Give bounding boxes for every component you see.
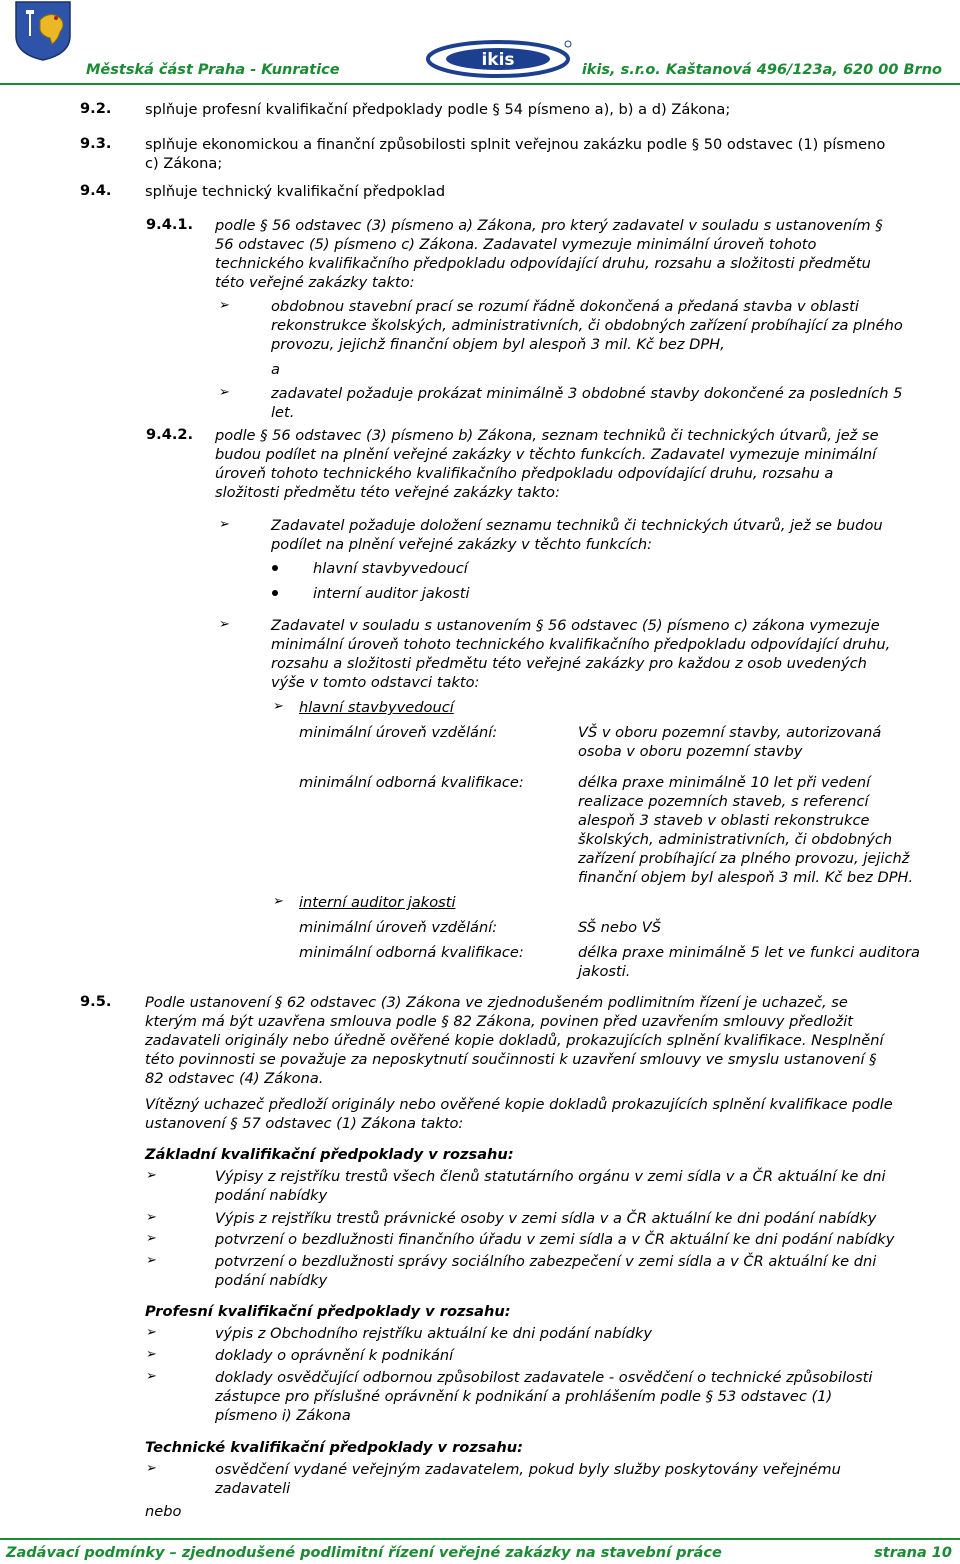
text-line: hlavní stavbyvedoucí bbox=[299, 699, 454, 716]
text-line: zadavatel požaduje prokázat minimálně 3 obdobné stavby dokončené za posledních 5 bbox=[271, 385, 903, 402]
arrow-bullet-icon: ➢ bbox=[146, 1168, 157, 1183]
text-line: nebo bbox=[145, 1503, 182, 1520]
text-line: Podle ustanovení § 62 odstavec (3) Zákona ve zjednodušeném podlimitním řízení je uchazeč, se bbox=[145, 994, 848, 1011]
arrow-bullet-icon: ➢ bbox=[219, 385, 230, 400]
text-line: minimální odborná kvalifikace: bbox=[299, 944, 524, 961]
coat-of-arms-icon bbox=[12, 0, 74, 62]
arrow-bullet-icon: ➢ bbox=[146, 1253, 157, 1268]
ikis-logo bbox=[424, 38, 574, 78]
text-line: obdobnou stavební prací se rozumí řádně dokončená a předaná stavba v oblasti bbox=[271, 298, 859, 315]
text-line: splňuje profesní kvalifikační předpoklady podle § 54 písmeno a), b) a d) Zákona; bbox=[145, 101, 731, 118]
text-line: podání nabídky bbox=[215, 1187, 328, 1204]
arrow-bullet-icon: ➢ bbox=[219, 517, 230, 532]
arrow-bullet-icon: ➢ bbox=[273, 894, 284, 909]
text-line: rekonstrukce školských, administrativních, či obdobných zařízení probíhající za plného bbox=[271, 317, 903, 334]
text-line: VŠ v oboru pozemní stavby, autorizovaná bbox=[578, 724, 882, 741]
text-line: budou podílet na plnění veřejné zakázky v těchto funkcích. Zadavatel vymezuje minimální bbox=[215, 446, 877, 463]
text-line: alespoň 3 staveb v oblasti rekonstrukce bbox=[578, 812, 870, 829]
text-line: písmeno i) Zákona bbox=[215, 1407, 351, 1424]
page-footer bbox=[0, 1538, 960, 1564]
section-number: 9.4. bbox=[80, 182, 112, 199]
text-line: ustanovení § 57 odstavec (1) Zákona takto: bbox=[145, 1115, 464, 1132]
text-line: hlavní stavbyvedoucí bbox=[313, 560, 468, 577]
text-line: potvrzení o bezdlužnosti správy sociálního zabezpečení v zemi sídla a v ČR aktuální ke dni bbox=[215, 1253, 877, 1270]
text-line: zástupce pro příslušné oprávnění k podnikání a prohlášením podle § 53 odstavec (1) bbox=[215, 1388, 833, 1405]
text-line: zadavateli originály nebo úředně ověřené kopie dokladů, prokazujících splnění kvalifikace. Nesplnění bbox=[145, 1032, 884, 1049]
text-line: doklady osvědčující odbornou způsobilost zadavatele - osvědčení o technické způsobilosti bbox=[215, 1369, 873, 1386]
text-line: podílet na plnění veřejné zakázky v těchto funkcích: bbox=[271, 536, 653, 553]
text-line: a bbox=[271, 361, 280, 378]
arrow-bullet-icon: ➢ bbox=[146, 1461, 157, 1476]
text-line: Výpis z rejstříku trestů právnické osoby v zemi sídla v a ČR aktuální ke dni podání nabídky bbox=[215, 1210, 877, 1227]
arrow-bullet-icon: ➢ bbox=[273, 699, 284, 714]
text-line: minimální úroveň tohoto technického kvalifikačního předpokladu odpovídající druhu, bbox=[271, 636, 891, 653]
text-line: minimální úroveň vzdělání: bbox=[299, 724, 498, 741]
text-line: minimální odborná kvalifikace: bbox=[299, 774, 524, 791]
section-number: 9.4.1. bbox=[146, 216, 194, 233]
text-line: provozu, jejichž finanční objem byl alespoň 3 mil. Kč bez DPH, bbox=[271, 336, 725, 353]
arrow-bullet-icon: ➢ bbox=[146, 1210, 157, 1225]
text-line: úroveň tohoto technického kvalifikačního předpokladu odpovídající druhu, rozsahu a bbox=[215, 465, 834, 482]
text-line: technického kvalifikačního předpokladu odpovídající druhu, rozsahu a složitosti předmětu bbox=[215, 255, 871, 272]
text-line: školských, administrativních, či obdobných bbox=[578, 831, 893, 848]
text-line: Zadavatel v souladu s ustanovením § 56 odstavec (5) písmeno c) zákona vymezuje bbox=[271, 617, 880, 634]
header-municipality: Městská část Praha - Kunratice bbox=[86, 62, 340, 78]
arrow-bullet-icon: ➢ bbox=[146, 1347, 157, 1362]
text-line: Vítězný uchazeč předloží originály nebo ověřené kopie dokladů prokazujících splnění kvalifikace podle bbox=[145, 1096, 893, 1113]
text-line: finanční objem byl alespoň 3 mil. Kč bez DPH. bbox=[578, 869, 914, 886]
page-header bbox=[0, 0, 960, 86]
text-line: délka praxe minimálně 10 let při vedení bbox=[578, 774, 871, 791]
text-line: Zadavatel požaduje doložení seznamu techniků či technických útvarů, jež se budou bbox=[271, 517, 883, 534]
section-number: 9.2. bbox=[80, 100, 112, 117]
section-number: 9.4.2. bbox=[146, 426, 194, 443]
text-line: složitosti předmětu této veřejné zakázky takto: bbox=[215, 484, 560, 501]
text-line: výše v tomto odstavci takto: bbox=[271, 674, 480, 691]
text-line: rozsahu a složitosti předmětu této veřejné zakázky pro každou z osob uvedených bbox=[271, 655, 867, 672]
logo-text: ikis bbox=[481, 50, 515, 70]
arrow-bullet-icon: ➢ bbox=[219, 298, 230, 313]
footer-title: Zadávací podmínky – zjednodušené podlimitní řízení veřejné zakázky na stavební práce bbox=[6, 1545, 722, 1561]
text-line: podle § 56 odstavec (3) písmeno a) Zákona, pro který zadavatel v souladu s ustanovením § bbox=[215, 217, 883, 234]
text-line: této povinnosti se považuje za neposkytnutí součinnosti k uzavření smlouvy ve smyslu ustanovení § bbox=[145, 1051, 877, 1068]
text-line: potvrzení o bezdlužnosti finančního úřadu v zemi sídla a v ČR aktuální ke dni podání nabídky bbox=[215, 1231, 895, 1248]
arrow-bullet-icon: ➢ bbox=[146, 1325, 157, 1340]
text-line: Výpisy z rejstříku trestů všech členů statutárního orgánu v zemi sídla v a ČR aktuální ke dni bbox=[215, 1168, 886, 1185]
dot-bullet-icon bbox=[272, 565, 278, 571]
text-line: interní auditor jakosti bbox=[313, 585, 470, 602]
text-line: Profesní kvalifikační předpoklady v rozsahu: bbox=[145, 1303, 511, 1320]
text-line: výpis z Obchodního rejstříku aktuální ke dni podání nabídky bbox=[215, 1325, 653, 1342]
text-line: 82 odstavec (4) Zákona. bbox=[145, 1070, 324, 1087]
section-number: 9.5. bbox=[80, 993, 112, 1010]
text-line: Technické kvalifikační předpoklady v rozsahu: bbox=[145, 1439, 523, 1456]
section-number: 9.3. bbox=[80, 135, 112, 152]
text-line: délka praxe minimálně 5 let ve funkci auditora bbox=[578, 944, 920, 961]
text-line: interní auditor jakosti bbox=[299, 894, 456, 911]
page-number: strana 10 bbox=[874, 1545, 952, 1561]
text-line: Základní kvalifikační předpoklady v rozsahu: bbox=[145, 1146, 514, 1163]
text-line: let. bbox=[271, 404, 295, 421]
text-line: zadavateli bbox=[215, 1480, 291, 1497]
text-line: zařízení probíhající za plného provozu, jejichž bbox=[578, 850, 910, 867]
text-line: jakosti. bbox=[578, 963, 631, 980]
text-line: splňuje ekonomickou a finanční způsobilosti splnit veřejnou zakázku podle § 50 odstavec (1) písmeno bbox=[145, 136, 886, 153]
footer-rule bbox=[0, 1538, 960, 1540]
header-rule bbox=[0, 83, 960, 85]
text-line: podle § 56 odstavec (3) písmeno b) Zákona, seznam techniků či technických útvarů, jež se bbox=[215, 427, 879, 444]
text-line: splňuje technický kvalifikační předpoklad bbox=[145, 183, 446, 200]
arrow-bullet-icon: ➢ bbox=[146, 1369, 157, 1384]
text-line: osvědčení vydané veřejným zadavatelem, pokud byly služby poskytovány veřejnému bbox=[215, 1461, 841, 1478]
text-line: této veřejné zakázky takto: bbox=[215, 274, 415, 291]
text-line: osoba v oboru pozemní stavby bbox=[578, 743, 803, 760]
text-line: kterým má být uzavřena smlouva podle § 82 Zákona, povinen před uzavřením smlouvy předložit bbox=[145, 1013, 853, 1030]
text-line: SŠ nebo VŠ bbox=[578, 919, 661, 936]
arrow-bullet-icon: ➢ bbox=[146, 1231, 157, 1246]
text-line: c) Zákona; bbox=[145, 155, 223, 172]
text-line: 56 odstavec (5) písmeno c) Zákona. Zadavatel vymezuje minimální úroveň tohoto bbox=[215, 236, 817, 253]
text-line: minimální úroveň vzdělání: bbox=[299, 919, 498, 936]
text-line: realizace pozemních staveb, s referencí bbox=[578, 793, 869, 810]
dot-bullet-icon bbox=[272, 590, 278, 596]
arrow-bullet-icon: ➢ bbox=[219, 617, 230, 632]
text-line: podání nabídky bbox=[215, 1272, 328, 1289]
text-line: doklady o oprávnění k podnikání bbox=[215, 1347, 454, 1364]
header-company-address: ikis, s.r.o. Kaštanová 496/123a, 620 00 Brno bbox=[581, 62, 942, 78]
